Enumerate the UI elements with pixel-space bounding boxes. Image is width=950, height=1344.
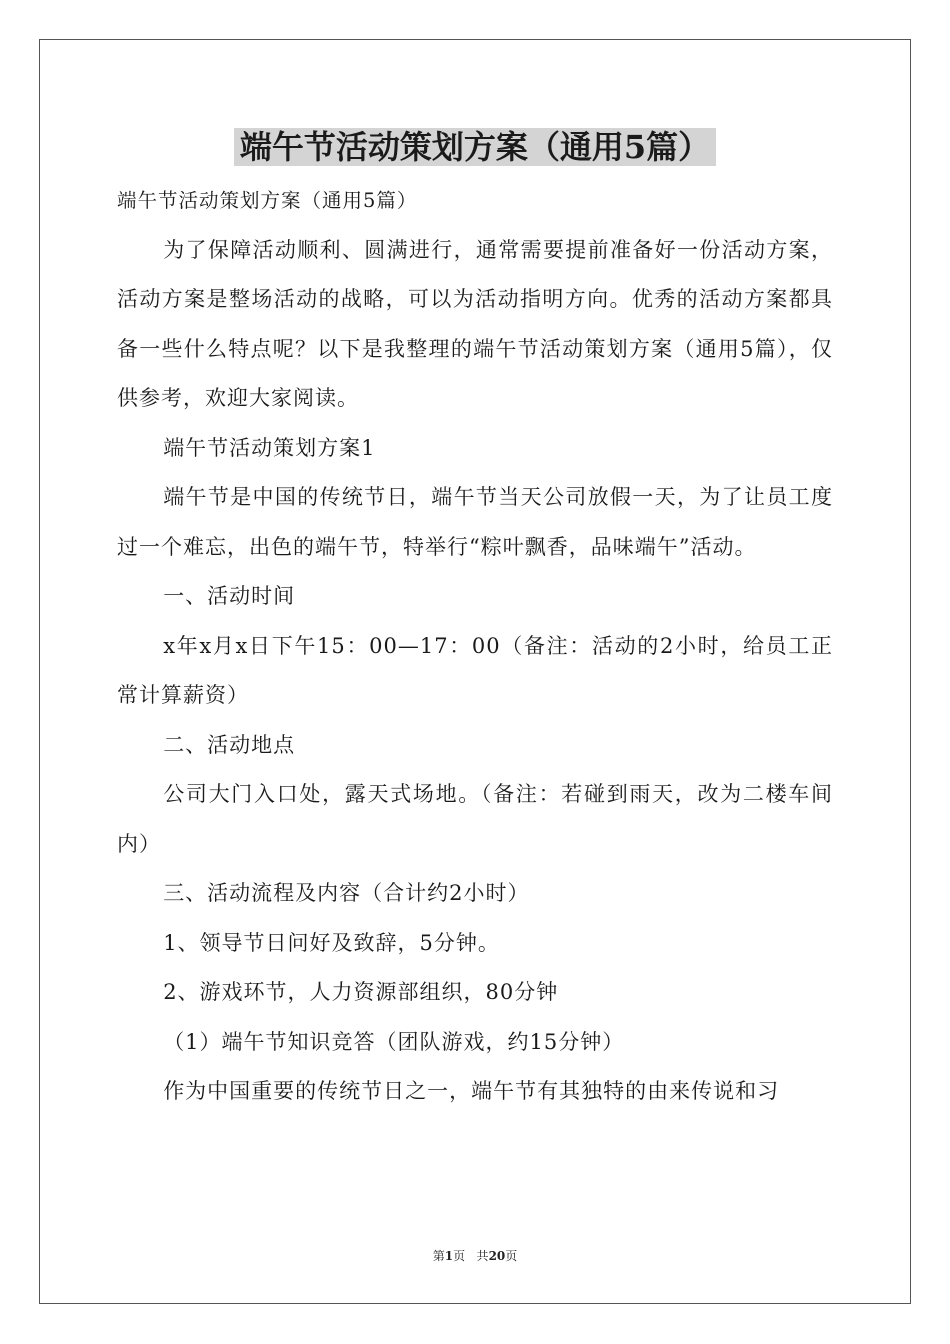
process-subitem-1: （1）端午节知识竞答（团队游戏，约15分钟）: [163, 1029, 625, 1054]
total-suffix: 页: [505, 1249, 518, 1263]
plan-1-intro-paragraph: 端午节是中国的传统节日，端午节当天公司放假一天，为了让员工度过一个难忘，出色的端午节，特举行“粽叶飘香，品味端午”活动。: [117, 485, 833, 559]
section-heading-plan-1: 端午节活动策划方案1: [163, 435, 376, 460]
intro-paragraph: 为了保障活动顺利、圆满进行，通常需要提前准备好一份活动方案，活动方案是整场活动的战略，可以为活动指明方向。优秀的活动方案都具备一些什么特点呢？以下是我整理的端午节活动策划方案（通用5篇），仅供参考，欢迎大家阅读。: [117, 237, 833, 410]
document-body: [117, 176, 833, 1117]
document-title: [0, 126, 950, 168]
document-title-text: 端午节活动策划方案（通用5篇）: [234, 128, 716, 166]
heading-activity-location: 二、活动地点: [163, 732, 296, 757]
total-prefix: 共: [476, 1249, 489, 1263]
heading-activity-process: 三、活动流程及内容（合计约2小时）: [163, 881, 530, 905]
total-pages-number: 20: [488, 1249, 506, 1263]
heading-activity-time: 一、活动时间: [163, 584, 296, 608]
page-footer: [0, 1247, 950, 1264]
page-prefix: 第: [432, 1249, 445, 1263]
current-page-number: 1: [444, 1249, 454, 1263]
quiz-description-paragraph: 作为中国重要的传统节日之一，端午节有其独特的由来传说和习: [163, 1079, 780, 1103]
page-suffix: 页: [453, 1249, 466, 1263]
process-item-1: 1、领导节日问好及致辞，5分钟。: [163, 930, 500, 955]
process-item-2: 2、游戏环节，人力资源部组织，80分钟: [163, 980, 559, 1004]
activity-time-paragraph: x年x月x日下午15：00—17：00（备注：活动的2小时，给员工正常计算薪资）: [117, 633, 833, 707]
document-subtitle: 端午节活动策划方案（通用5篇）: [117, 189, 418, 212]
activity-location-paragraph: 公司大门入口处，露天式场地。（备注：若碰到雨天，改为二楼车间内）: [117, 782, 833, 856]
